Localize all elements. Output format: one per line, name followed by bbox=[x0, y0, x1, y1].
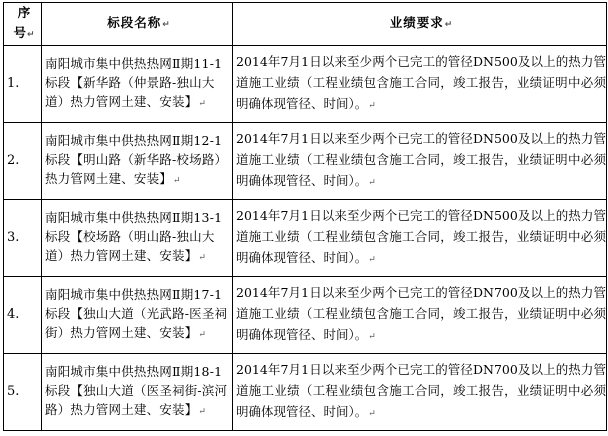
row-name bbox=[42, 354, 233, 431]
table-row bbox=[4, 354, 607, 431]
paragraph-mark: ↵ bbox=[368, 178, 376, 188]
paragraph-mark: ↵ bbox=[368, 101, 376, 111]
row-number: 4. bbox=[4, 277, 42, 354]
header-name bbox=[42, 3, 233, 46]
header-number bbox=[4, 3, 42, 46]
paragraph-mark: ↵ bbox=[368, 255, 376, 265]
row-number: 5. bbox=[4, 354, 42, 431]
paragraph-mark: ↵ bbox=[198, 407, 207, 417]
row-name-text: 南阳城市集中供热热网Ⅱ期17-1标段【独山大道（光武路-医圣祠街）热力管网土建、安装】 bbox=[45, 287, 228, 340]
row-requirement bbox=[233, 354, 607, 431]
row-requirement bbox=[233, 46, 607, 123]
row-number: 1. bbox=[4, 46, 42, 123]
paragraph-mark: ↵ bbox=[198, 253, 207, 263]
row-name bbox=[42, 123, 233, 200]
paragraph-mark: ↵ bbox=[368, 409, 376, 419]
paragraph-mark: ↵ bbox=[173, 176, 181, 186]
row-name-text: 南阳城市集中供热热网Ⅱ期18-1标段【独山大道（医圣祠街-滨河路）热力管网土建、安装】 bbox=[45, 364, 228, 417]
paragraph-mark: ↵ bbox=[198, 330, 207, 340]
row-name bbox=[42, 200, 233, 277]
paragraph-mark: ↵ bbox=[444, 19, 453, 30]
row-requirement-text: 2014年7月1日以来至少两个已完工的管径DN500及以上的热力管道施工业绩（工程业绩包含施工合同，竣工报告，业绩证明中必须明确体现管径、时间）。 bbox=[236, 131, 606, 188]
header-row bbox=[4, 3, 607, 46]
row-requirement bbox=[233, 277, 607, 354]
paragraph-mark: ↵ bbox=[26, 29, 35, 40]
header-number-line2: 号 bbox=[13, 24, 26, 40]
row-number: 3. bbox=[4, 200, 42, 277]
header-requirement bbox=[233, 3, 607, 46]
row-name bbox=[42, 46, 233, 123]
row-number: 2. bbox=[4, 123, 42, 200]
header-requirement-label: 业绩要求 bbox=[389, 14, 444, 30]
row-name bbox=[42, 277, 233, 354]
paragraph-mark: ↵ bbox=[162, 19, 170, 30]
requirements-table bbox=[3, 2, 607, 431]
table-row bbox=[4, 46, 607, 123]
row-name-text: 南阳城市集中供热热网Ⅱ期12-1标段【明山路（新华路-校场路）热力管网土建、安装】 bbox=[45, 133, 228, 186]
row-name-text: 南阳城市集中供热热网Ⅱ期13-1标段【校场路（明山路-独山大道）热力管网土建、安装】 bbox=[45, 210, 223, 263]
table-row bbox=[4, 277, 607, 354]
paragraph-mark: ↵ bbox=[198, 99, 207, 109]
header-number-line1: 序 bbox=[17, 5, 31, 20]
table-row bbox=[4, 123, 607, 200]
row-requirement bbox=[233, 200, 607, 277]
row-requirement bbox=[233, 123, 607, 200]
header-name-label: 标段名称 bbox=[107, 14, 162, 30]
paragraph-mark: ↵ bbox=[368, 332, 376, 342]
table-row bbox=[4, 200, 607, 277]
row-requirement-text: 2014年7月1日以来至少两个已完工的管径DN700及以上的热力管道施工业绩（工程业绩包含施工合同，竣工报告，业绩证明中必须明确体现管径、时间）。 bbox=[236, 362, 606, 419]
row-requirement-text: 2014年7月1日以来至少两个已完工的管径DN500及以上的热力管道施工业绩（工程业绩包含施工合同，竣工报告，业绩证明中必须明确体现管径、时间）。 bbox=[236, 208, 606, 265]
row-requirement-text: 2014年7月1日以来至少两个已完工的管径DN700及以上的热力管道施工业绩（工程业绩包含施工合同，竣工报告，业绩证明中必须明确体现管径、时间）。 bbox=[236, 285, 606, 342]
row-requirement-text: 2014年7月1日以来至少两个已完工的管径DN500及以上的热力管道施工业绩（工程业绩包含施工合同，竣工报告，业绩证明中必须明确体现管径、时间）。 bbox=[236, 54, 606, 111]
row-name-text: 南阳城市集中供热热网Ⅱ期11-1标段【新华路（仲景路-独山大道）热力管网土建、安装】 bbox=[45, 56, 223, 109]
